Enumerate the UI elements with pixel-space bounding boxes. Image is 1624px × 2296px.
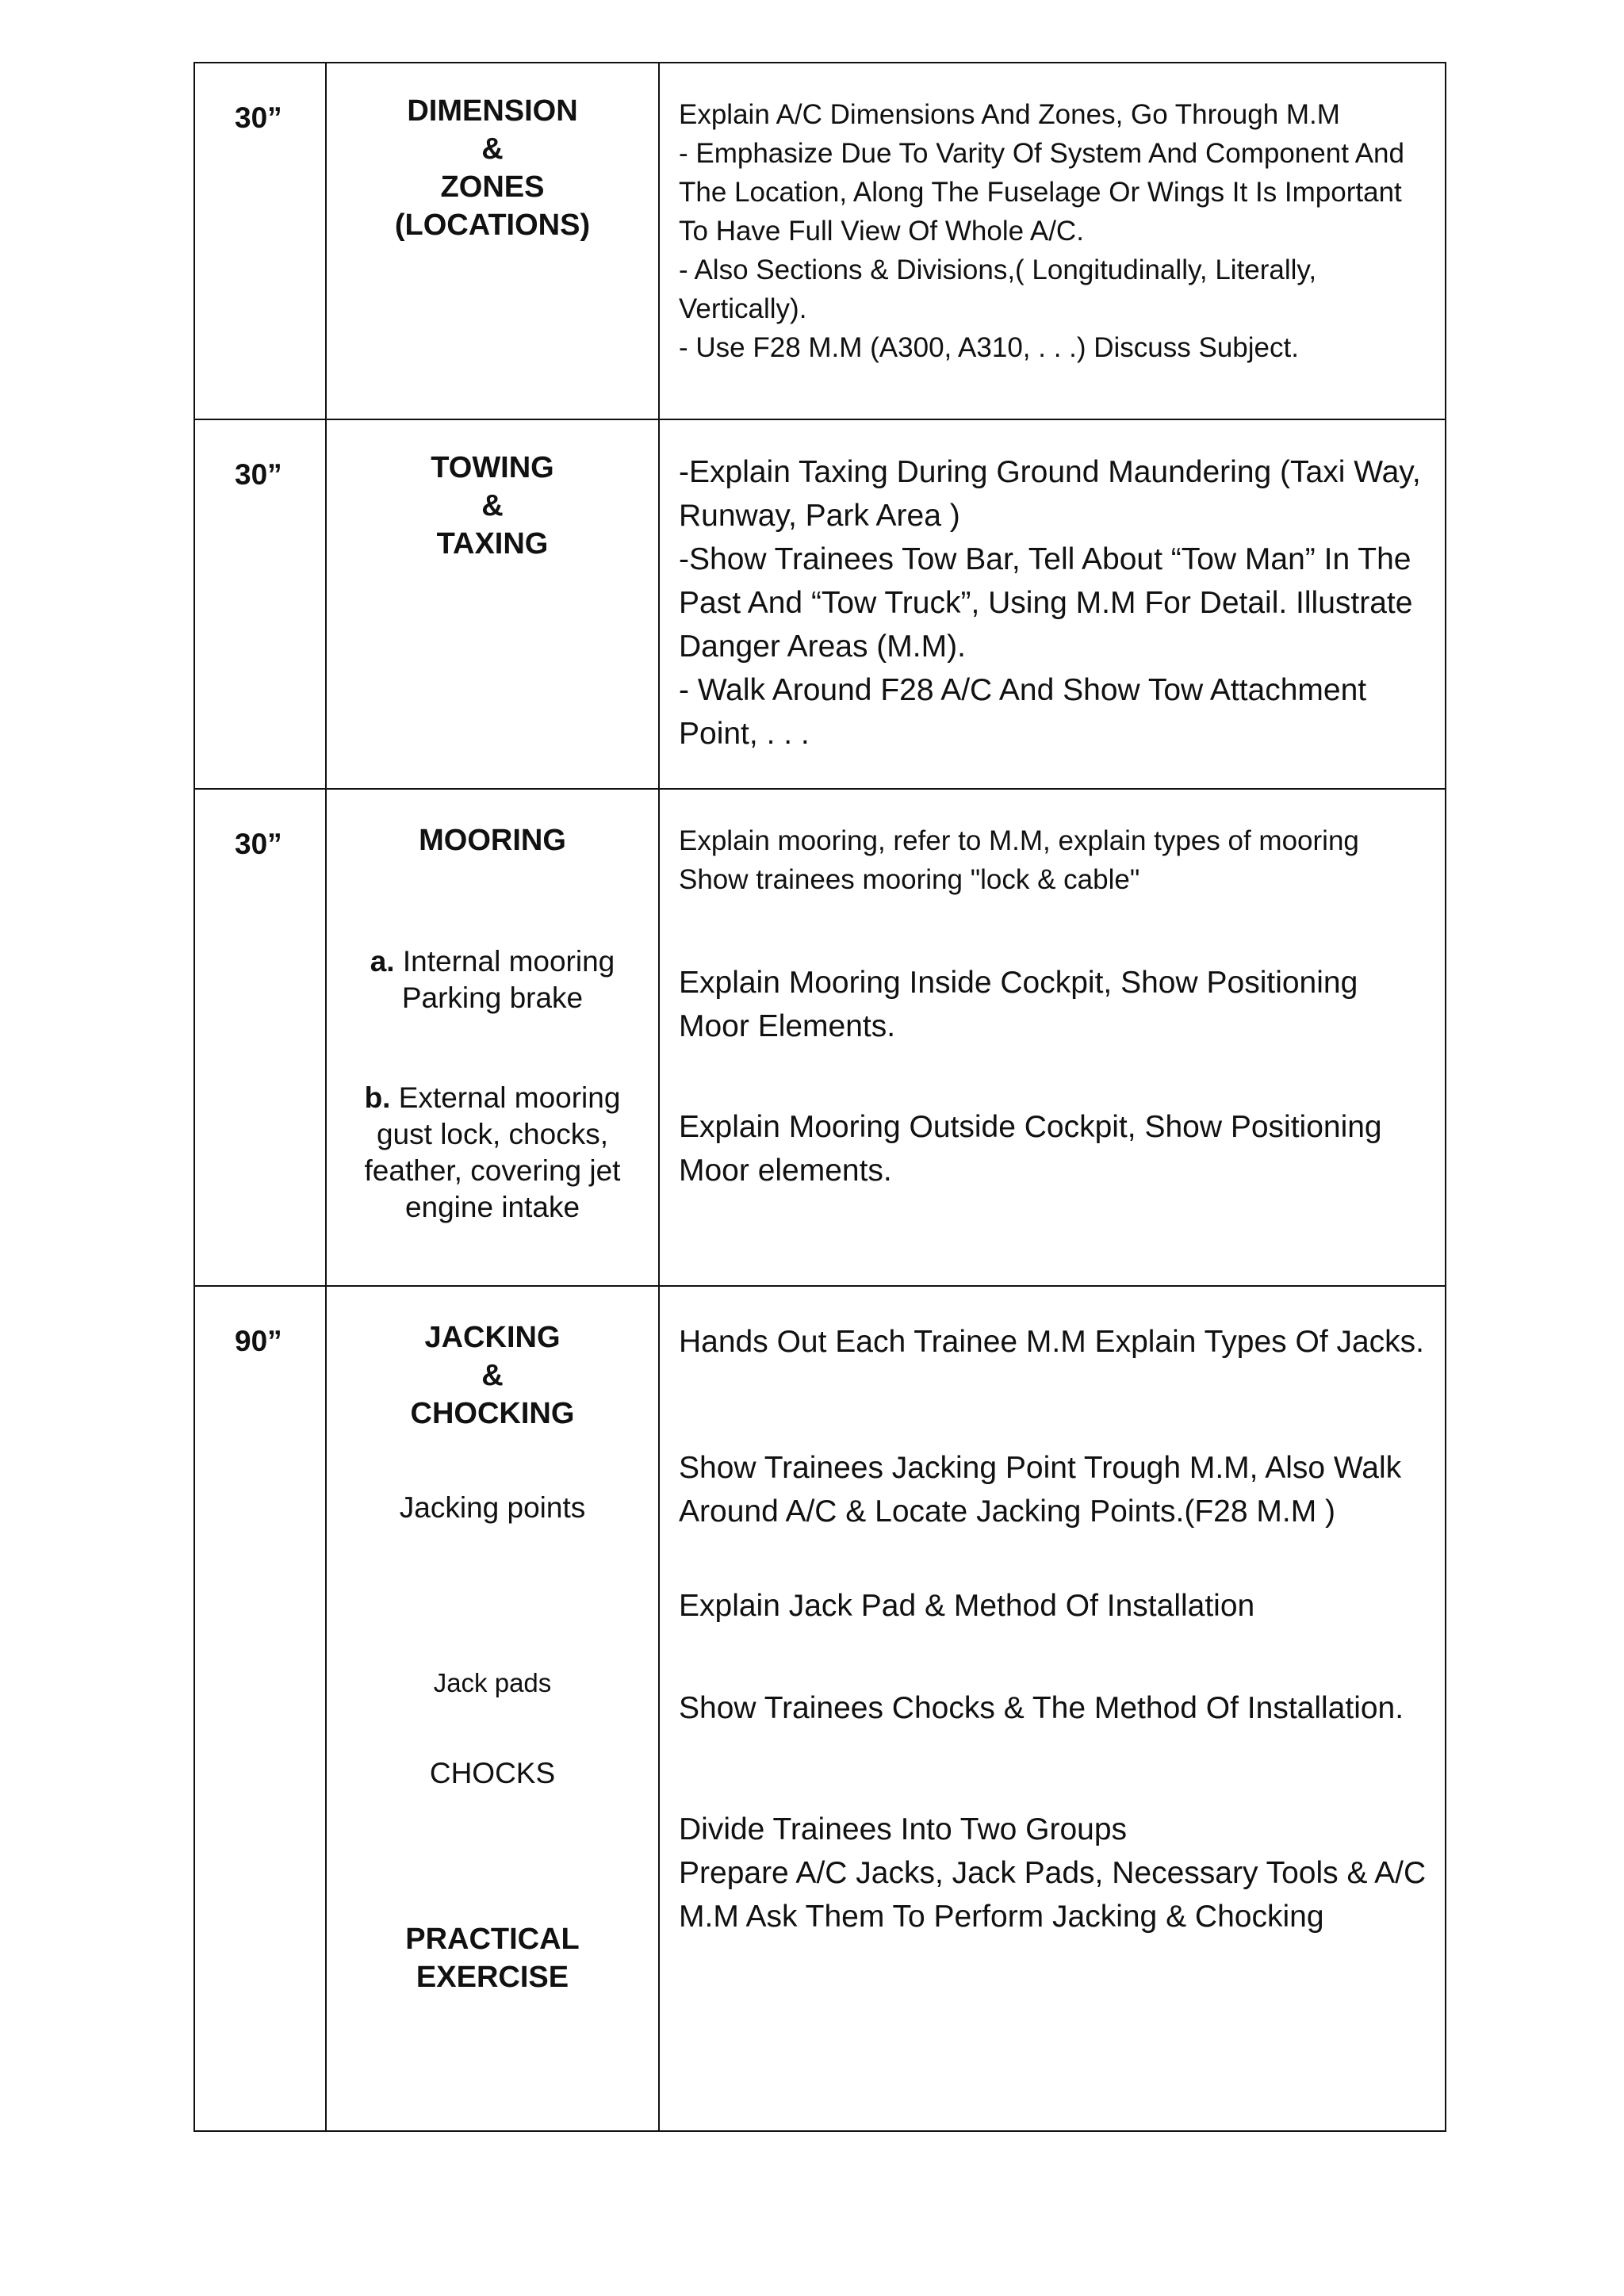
subtopic-description: Show Trainees Chocks & The Method Of Installation. xyxy=(679,1691,1404,1725)
topic-cell xyxy=(326,789,659,1286)
description-text: Explain mooring, refer to M.M, explain types of mooring Show trainees mooring "lock & cable" xyxy=(679,825,1359,895)
time-value: 90” xyxy=(235,1325,282,1357)
description-text: Hands Out Each Trainee M.M Explain Types Of Jacks. xyxy=(679,1325,1425,1359)
subtopic-prefix: a. xyxy=(370,945,395,978)
subtopic-label: PRACTICAL EXERCISE xyxy=(405,1923,580,1994)
description-cell xyxy=(659,1286,1446,2131)
subtopic-description: Divide Trainees Into Two Groups Prepare A/C Jacks, Jack Pads, Necessary Tools & A/C M.M Ask Them To Perform Jacking & Chocking xyxy=(679,1812,1427,1934)
description-text: Explain A/C Dimensions And Zones, Go Through M.M - Emphasize Due To Varity Of System And Component And The Location, Along The Fuselage Or Wings It Is Important To Have Full View Of Whole A/C. - Also Sections & Divisions,( Longitudinally, Literally, Vertically). - Use F28 M.M (A300, A310, . . .) Discuss Subject. xyxy=(679,99,1404,363)
table-row xyxy=(194,1286,1446,2131)
time-cell xyxy=(194,789,326,1286)
subtopic-label: Jacking points xyxy=(399,1491,586,1524)
time-value: 30” xyxy=(235,458,282,491)
subtopic-label: a. Internal mooring Parking brake xyxy=(370,945,615,1014)
table-row xyxy=(194,63,1446,419)
subtopic-description: Show Trainees Jacking Point Trough M.M, Also Walk Around A/C & Locate Jacking Points.(F28 M.M ) xyxy=(679,1451,1402,1529)
table-row xyxy=(194,419,1446,789)
topic-title: TOWING & TAXING xyxy=(431,451,554,561)
time-value: 30” xyxy=(235,101,282,134)
description-cell xyxy=(659,419,1446,789)
description-cell xyxy=(659,63,1446,419)
subtopic-description: Explain Mooring Inside Cockpit, Show Positioning Moor Elements. xyxy=(679,966,1358,1043)
lesson-plan-table xyxy=(193,62,1446,2132)
subtopic-prefix: b. xyxy=(364,1081,391,1114)
topic-title: DIMENSION & ZONES (LOCATIONS) xyxy=(394,94,591,242)
description-text: -Explain Taxing During Ground Maundering (Taxi Way, Runway, Park Area ) -Show Trainees Tow Bar, Tell About “Tow Man” In The Past And “Tow Truck”, Using M.M For Detail. Illustrate Danger Areas (M.M). - Walk Around F28 A/C And Show Tow Attachment Point, . . . xyxy=(679,455,1421,751)
time-cell xyxy=(194,419,326,789)
time-cell xyxy=(194,1286,326,2131)
subtopic-description: Explain Jack Pad & Method Of Installation xyxy=(679,1589,1255,1623)
time-value: 30” xyxy=(235,828,282,860)
table-row xyxy=(194,789,1446,1286)
subtopic-label: b. External mooring gust lock, chocks, feather, covering jet engine intake xyxy=(364,1081,621,1223)
subtopic-label: CHOCKS xyxy=(429,1757,556,1789)
time-cell xyxy=(194,63,326,419)
topic-cell xyxy=(326,1286,659,2131)
topic-title: JACKING & CHOCKING xyxy=(410,1321,575,1430)
topic-cell xyxy=(326,63,659,419)
description-cell xyxy=(659,789,1446,1286)
topic-title: MOORING xyxy=(419,824,566,857)
topic-cell xyxy=(326,419,659,789)
subtopic-description: Explain Mooring Outside Cockpit, Show Positioning Moor elements. xyxy=(679,1110,1382,1188)
subtopic-label: Jack pads xyxy=(433,1668,552,1697)
